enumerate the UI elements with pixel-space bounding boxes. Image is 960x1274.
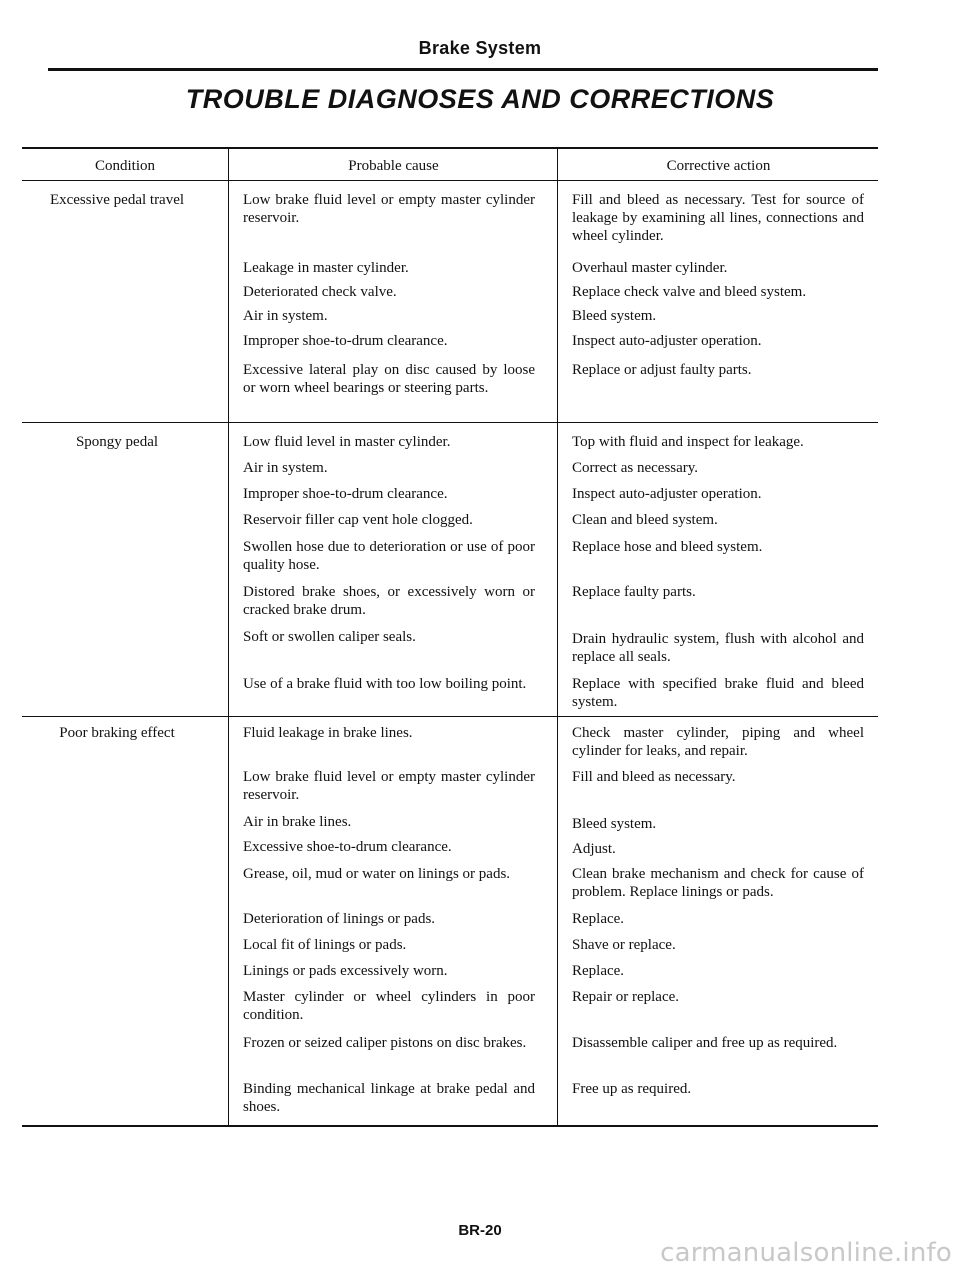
header-probable-cause: Probable cause — [348, 158, 439, 174]
condition-label: Spongy pedal — [75, 434, 159, 450]
cause-cell: Low brake fluid level or empty master cylinder reservoir. — [243, 769, 535, 803]
action-cell: Shave or replace. — [572, 937, 676, 953]
group-divider-rule — [22, 422, 878, 423]
cause-cell: Distored brake shoes, or excessively worn or cracked brake drum. — [243, 584, 535, 618]
cause-cell: Master cylinder or wheel cylinders in poor condition. — [243, 989, 535, 1023]
action-cell: Replace. — [572, 963, 625, 979]
action-cell: Drain hydraulic system, flush with alcohol and replace all seals. — [572, 631, 864, 665]
header-rule — [48, 68, 878, 71]
cause-cell: Leakage in master cylinder. — [243, 260, 409, 276]
watermark: carmanualsonline.info — [660, 1238, 952, 1268]
cause-cell: Fluid leakage in brake lines. — [243, 725, 413, 741]
action-cell: Inspect auto-adjuster operation. — [572, 486, 762, 502]
action-cell: Repair or replace. — [572, 989, 680, 1005]
action-cell: Replace check valve and bleed system. — [572, 284, 807, 300]
action-cell: Adjust. — [572, 841, 616, 857]
cause-cell: Excessive lateral play on disc caused by loose or worn wheel bearings or steering parts. — [243, 362, 535, 396]
cause-cell: Deteriorated check valve. — [243, 284, 397, 300]
condition-label: Poor braking effect — [59, 725, 175, 741]
page-number: BR-20 — [458, 1222, 502, 1239]
cause-cell: Use of a brake fluid with too low boiling point. — [243, 676, 527, 692]
cause-cell: Grease, oil, mud or water on linings or pads. — [243, 866, 511, 882]
action-cell: Fill and bleed as necessary. — [572, 769, 736, 785]
action-cell: Replace or adjust faulty parts. — [572, 362, 752, 378]
cause-cell: Soft or swollen caliper seals. — [243, 629, 416, 645]
cause-cell: Low brake fluid level or empty master cylinder reservoir. — [243, 192, 535, 226]
cause-cell: Reservoir filler cap vent hole clogged. — [243, 512, 473, 528]
action-cell: Clean and bleed system. — [572, 512, 718, 528]
cause-cell: Air in brake lines. — [243, 814, 352, 830]
table-top-rule — [22, 147, 878, 149]
cause-cell: Swollen hose due to deterioration or use of poor quality hose. — [243, 539, 535, 573]
action-cell: Clean brake mechanism and check for cause of problem. Replace linings or pads. — [572, 866, 864, 900]
cause-cell: Excessive shoe-to-drum clearance. — [243, 839, 452, 855]
action-cell: Overhaul master cylinder. — [572, 260, 728, 276]
table-bottom-rule — [22, 1125, 878, 1127]
cause-cell: Deterioration of linings or pads. — [243, 911, 436, 927]
condition-label: Excessive pedal travel — [49, 192, 185, 208]
action-cell: Fill and bleed as necessary. Test for source of leakage by examining all lines, connections and wheel cylinder. — [572, 192, 864, 244]
action-cell: Check master cylinder, piping and wheel cylinder for leaks, and repair. — [572, 725, 864, 759]
action-cell: Replace. — [572, 911, 625, 927]
cause-cell: Improper shoe-to-drum clearance. — [243, 486, 448, 502]
cause-cell: Low fluid level in master cylinder. — [243, 434, 451, 450]
running-head: Brake System — [418, 38, 542, 58]
action-cell: Replace with specified brake fluid and bleed system. — [572, 676, 864, 710]
cause-cell: Improper shoe-to-drum clearance. — [243, 333, 448, 349]
page-title: TROUBLE DIAGNOSES AND CORRECTIONS — [185, 84, 775, 114]
action-cell: Correct as necessary. — [572, 460, 699, 476]
column-rule-2 — [557, 148, 558, 1126]
cause-cell: Binding mechanical linkage at brake pedal and shoes. — [243, 1081, 535, 1115]
cause-cell: Local fit of linings or pads. — [243, 937, 407, 953]
action-cell: Top with fluid and inspect for leakage. — [572, 434, 804, 450]
header-condition: Condition — [94, 158, 155, 174]
action-cell: Replace faulty parts. — [572, 584, 696, 600]
cause-cell: Air in system. — [243, 308, 328, 324]
action-cell: Replace hose and bleed system. — [572, 539, 763, 555]
cause-cell: Linings or pads excessively worn. — [243, 963, 448, 979]
action-cell: Bleed system. — [572, 308, 657, 324]
action-cell: Inspect auto-adjuster operation. — [572, 333, 762, 349]
action-cell: Disassemble caliper and free up as required. — [572, 1035, 838, 1051]
action-cell: Bleed system. — [572, 816, 657, 832]
header-bottom-rule — [22, 180, 878, 181]
header-corrective-action: Corrective action — [666, 158, 771, 174]
column-rule-1 — [228, 148, 229, 1126]
cause-cell: Air in system. — [243, 460, 328, 476]
group-divider-rule — [22, 716, 878, 717]
cause-cell: Frozen or seized caliper pistons on disc brakes. — [243, 1035, 527, 1051]
action-cell: Free up as required. — [572, 1081, 692, 1097]
